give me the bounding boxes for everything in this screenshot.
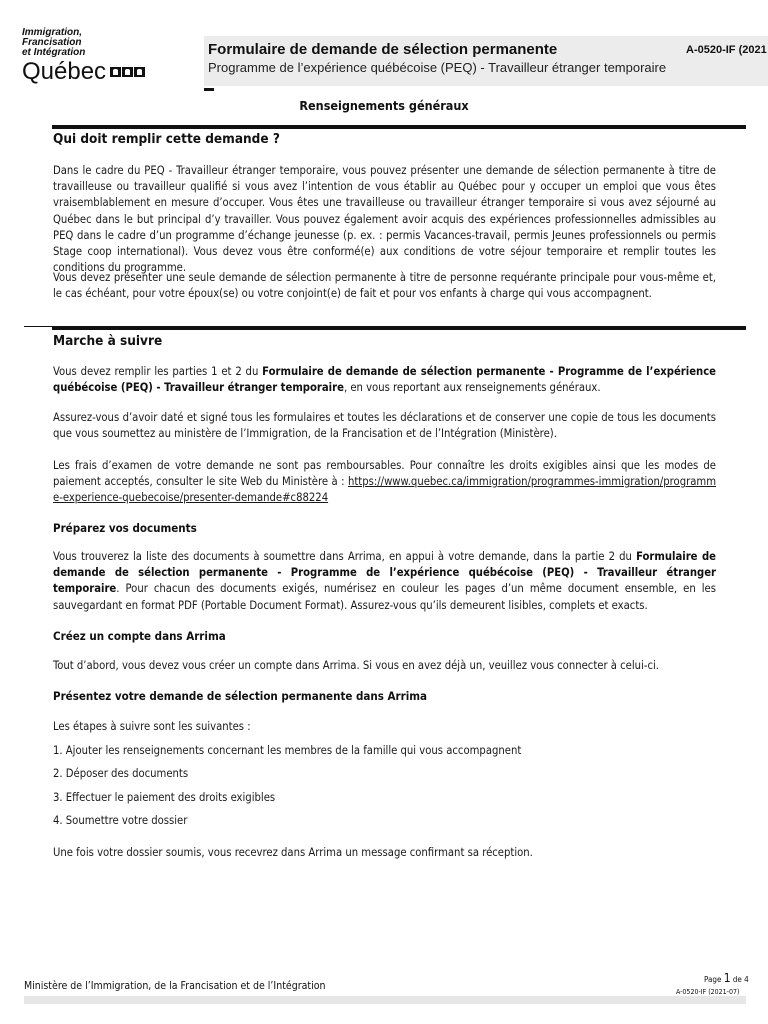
- list-item: 2. Déposer des documents: [53, 767, 189, 780]
- paragraph: [53, 364, 716, 396]
- text: , en vous reportant aux renseignements généraux.: [343, 381, 601, 395]
- logo-wordmark-row: [22, 60, 202, 84]
- page-total: de 4: [732, 975, 749, 984]
- quebec-logo: [22, 28, 202, 84]
- general-info-heading: Renseignements généraux: [299, 98, 469, 113]
- section-rule-thick: [52, 327, 746, 330]
- form-title: Formulaire de demande de sélection permanente: [208, 41, 558, 58]
- page-label: Page: [704, 975, 722, 984]
- paragraph: [53, 458, 716, 507]
- page-indicator: [704, 971, 749, 985]
- fees-link[interactable]: https://www.quebec.ca/immigration/programmes-immigration/programme-experience-quebecoise/presenter-demande#c88224: [53, 475, 716, 505]
- header-dash: [204, 88, 214, 91]
- list-item: 3. Effectuer le paiement des droits exigibles: [53, 791, 276, 804]
- paragraph: Dans le cadre du PEQ - Travailleur étranger temporaire, vous pouvez présenter une demande de sélection permanente à titre de travailleuse ou travailleur qualifié si vous avez l’intention de vous établir au Québec pour y occuper un emploi que vous êtes vraisemblablement en mesure d’occuper. Vous êtes une travailleuse ou travailleur étranger temporaire si vous avez séjourné au Québec dans le but principal d’y travailler. Vous pouvez également avoir acquis des expériences professionnelles admissibles au PEQ dans le cadre d’un programme d’échange jeunesse (p. ex. : permis Vacances-travail, permis Jeunes professionnels ou permis Stage coop international). Vous devez vous être conformé(e) aux conditions de votre séjour temporaire et remplir toutes les conditions du programme.: [53, 164, 716, 275]
- footer-form-code: A-0520-IF (2021-07): [676, 988, 740, 996]
- list-item: 4. Soumettre votre dossier: [53, 814, 188, 827]
- logo-wordmark: Québec: [22, 58, 107, 85]
- form-name-bold: Formulaire de demande de sélection permanente - Programme de l’expérience québécoise (PEQ) - Travailleur étranger temporaire: [53, 550, 716, 596]
- form-subtitle: Programme de l’expérience québécoise (PEQ) - Travailleur étranger temporaire: [208, 60, 667, 75]
- logo-line-1: Immigration,: [22, 27, 83, 38]
- paragraph: Une fois votre dossier soumis, vous recevrez dans Arrima un message confirmant sa réception.: [53, 846, 533, 859]
- form-name-bold: Formulaire de demande de sélection permanente - Programme de l’expérience québécoise (PEQ) - Travailleur étranger temporaire: [53, 365, 717, 395]
- section-title-who: Qui doit remplir cette demande ?: [53, 131, 280, 147]
- paragraph: Tout d’abord, vous devez vous créer un compte dans Arrima. Si vous en avez déjà un, veuillez vous connecter à celui-ci.: [53, 659, 660, 672]
- subheading-documents: Préparez vos documents: [53, 521, 197, 535]
- footer-ministry: Ministère de l’Immigration, de la Francisation et de l’Intégration: [24, 980, 326, 992]
- footer-bar: [24, 996, 746, 1004]
- paragraph: [53, 549, 716, 614]
- fleur-de-lis-flag-icon: [110, 67, 146, 77]
- logo-line-3: et Intégration: [22, 47, 86, 58]
- paragraph: Assurez-vous d’avoir daté et signé tous les formulaires et toutes les déclarations et de conserver une copie de tous les documents que vous soumettez au ministère de l’Immigration, de la Francisation et de l’Intégration (Ministère).: [53, 411, 716, 441]
- form-code: A-0520-IF (2021: [686, 44, 767, 56]
- page-number: 1: [723, 971, 731, 985]
- text: . Pour chacun des documents exigés, numérisez en couleur les pages d’un même document ensemble, en les sauvegardant en format PDF (Portable Document Format). Assurez-vous qu’ils demeurent lisibles, complets et exacts.: [53, 582, 716, 612]
- logo-line-2: Francisation: [22, 37, 82, 48]
- subheading-submit: Présentez votre demande de sélection permanente dans Arrima: [53, 689, 428, 703]
- paragraph: Vous devez présenter une seule demande de sélection permanente à titre de personne requérante principale pour vous-même et, le cas échéant, pour votre époux(se) ou votre conjoint(e) de fait et pour vos enfants à charge qui vous accompagnent.: [53, 271, 716, 301]
- paragraph: Les étapes à suivre sont les suivantes :: [53, 720, 251, 733]
- text: Vous devez remplir les parties 1 et 2 du: [53, 365, 263, 378]
- subheading-account: Créez un compte dans Arrima: [53, 629, 226, 643]
- text: Vous trouverez la liste des documents à soumettre dans Arrima, en appui à votre demande, dans la partie 2 du: [53, 550, 637, 563]
- text: Les frais d’examen de votre demande ne sont pas remboursables. Pour connaître les droits exigibles ainsi que les modes de paiement acceptés, consulter le site Web du Ministère à :: [53, 459, 716, 489]
- section-rule-thick: [52, 126, 746, 129]
- section-title-steps: Marche à suivre: [53, 333, 163, 349]
- list-item: 1. Ajouter les renseignements concernant les membres de la famille qui vous accompagnent: [53, 744, 522, 757]
